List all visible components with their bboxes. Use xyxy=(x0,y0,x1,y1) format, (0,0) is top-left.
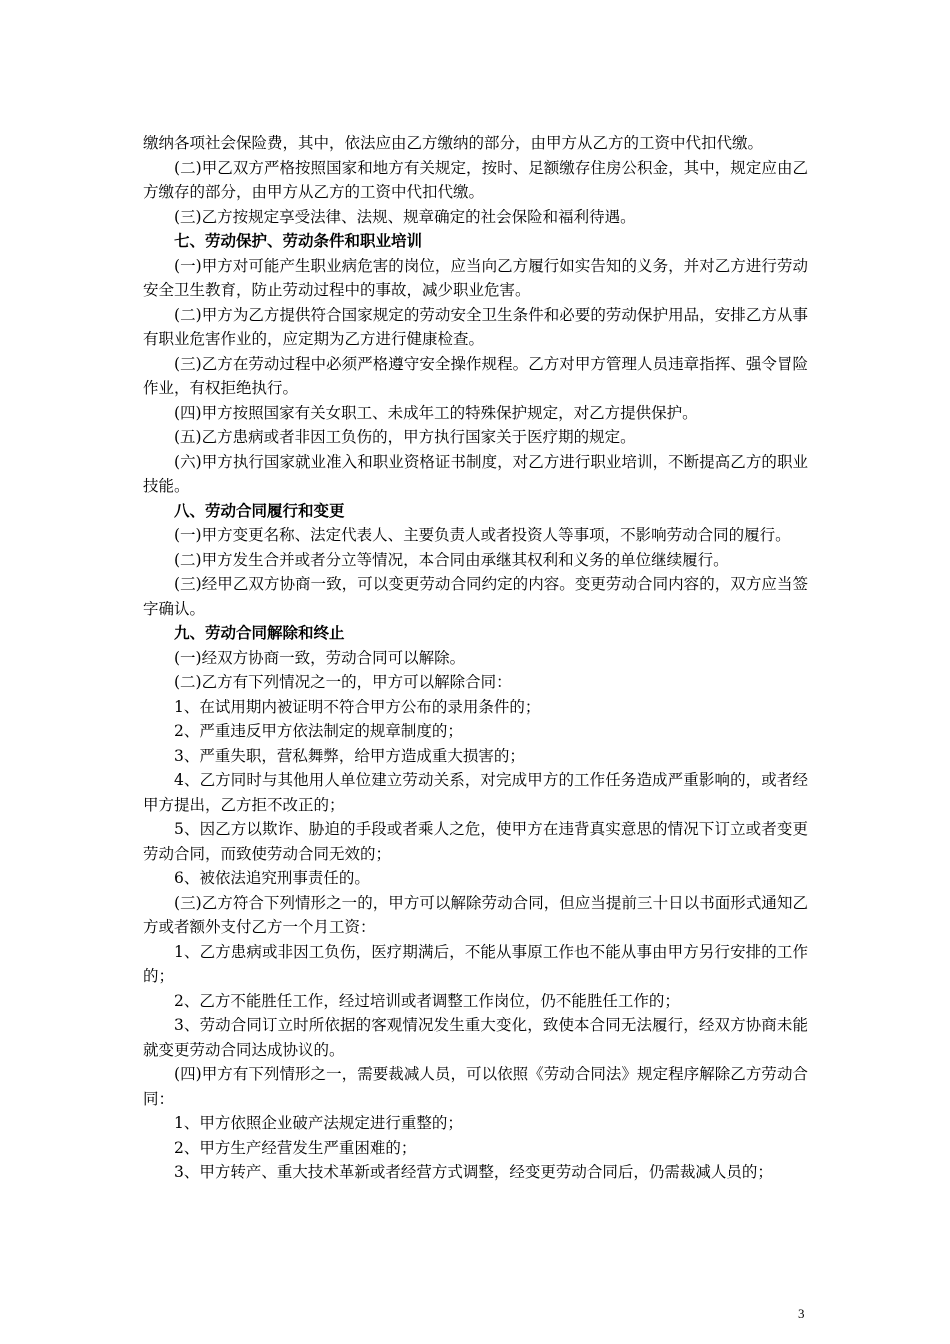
body-paragraph: 1、在试用期内被证明不符合甲方公布的录用条件的； xyxy=(174,697,541,716)
body-paragraph: 4、乙方同时与其他用人单位建立劳动关系，对完成甲方的工作任务造成严重影响的，或者经甲方提出，乙方拒不改正的； xyxy=(143,771,808,814)
body-paragraph: 1、乙方患病或非因工负伤，医疗期满后，不能从事原工作也不能从事由甲方另行安排的工作的； xyxy=(143,942,808,985)
body-paragraph: (五)乙方患病或者非因工负伤的，甲方执行国家关于医疗期的规定。 xyxy=(174,428,636,446)
body-paragraph: (二)甲方为乙方提供符合国家规定的劳动安全卫生条件和必要的劳动保护用品，安排乙方从事有职业危害作业的，应定期为乙方进行健康检查。 xyxy=(143,305,808,348)
body-paragraph: 3、严重失职，营私舞弊，给甲方造成重大损害的； xyxy=(174,746,525,765)
document-body xyxy=(143,131,808,1185)
body-paragraph: 5、因乙方以欺诈、胁迫的手段或者乘人之危，使甲方在违背真实意思的情况下订立或者变更劳动合同，而致使劳动合同无效的； xyxy=(143,820,808,863)
body-paragraph: 6、被依法追究刑事责任的。 xyxy=(174,869,370,887)
body-paragraph: (三)乙方符合下列情形之一的，甲方可以解除劳动合同，但应当提前三十日以书面形式通知乙方或者额外支付乙方一个月工资： xyxy=(143,893,808,936)
body-paragraph: 3、甲方转产、重大技术革新或者经营方式调整，经变更劳动合同后，仍需裁减人员的； xyxy=(174,1163,773,1181)
body-paragraph: (四)甲方按照国家有关女职工、未成年工的特殊保护规定，对乙方提供保护。 xyxy=(174,403,698,422)
body-paragraph: (二)甲方发生合并或者分立等情况，本合同由承继其权利和义务的单位继续履行。 xyxy=(174,550,729,569)
body-paragraph: 3、劳动合同订立时所依据的客观情况发生重大变化，致使本合同无法履行，经双方协商未能就变更劳动合同达成协议的。 xyxy=(143,1016,808,1059)
body-paragraph: (三)乙方按规定享受法律、法规、规章确定的社会保险和福利待遇。 xyxy=(174,207,636,226)
body-paragraph: 2、乙方不能胜任工作，经过培训或者调整工作岗位，仍不能胜任工作的； xyxy=(174,991,680,1010)
body-paragraph: (六)甲方执行国家就业准入和职业资格证书制度，对乙方进行职业培训，不断提高乙方的职业技能。 xyxy=(143,452,808,495)
body-paragraph: 2、甲方生产经营发生严重困难的； xyxy=(174,1138,417,1157)
page-number: 3 xyxy=(798,1306,805,1321)
section-heading: 九、劳动合同解除和终止 xyxy=(174,623,345,642)
section-heading: 八、劳动合同履行和变更 xyxy=(174,500,345,520)
body-paragraph: (三)经甲乙双方协商一致，可以变更劳动合同约定的内容。变更劳动合同内容的，双方应当签字确认。 xyxy=(143,575,808,618)
body-paragraph: (一)经双方协商一致，劳动合同可以解除。 xyxy=(174,648,466,667)
body-paragraph: (三)乙方在劳动过程中必须严格遵守安全操作规程。乙方对甲方管理人员违章指挥、强令冒险作业，有权拒绝执行。 xyxy=(143,354,808,397)
body-paragraph: (一)甲方变更名称、法定代表人、主要负责人或者投资人等事项，不影响劳动合同的履行。 xyxy=(174,526,791,544)
body-paragraph: 2、严重违反甲方依法制定的规章制度的； xyxy=(174,722,463,740)
body-paragraph: (二)甲乙双方严格按照国家和地方有关规定，按时、足额缴存住房公积金，其中，规定应由乙方缴存的部分，由甲方从乙方的工资中代扣代缴。 xyxy=(143,158,808,201)
body-paragraph: (四)甲方有下列情形之一，需要裁减人员，可以依照《劳动合同法》规定程序解除乙方劳动合同： xyxy=(143,1065,808,1108)
body-paragraph: (一)甲方对可能产生职业病危害的岗位，应当向乙方履行如实告知的义务，并对乙方进行劳动安全卫生教育，防止劳动过程中的事故，减少职业危害。 xyxy=(143,256,808,299)
body-paragraph: 1、甲方依照企业破产法规定进行重整的； xyxy=(174,1114,463,1132)
body-paragraph: 缴纳各项社会保险费，其中，依法应由乙方缴纳的部分，由甲方从乙方的工资中代扣代缴。 xyxy=(143,134,764,152)
body-paragraph: (二)乙方有下列情况之一的，甲方可以解除合同： xyxy=(174,673,512,691)
section-heading: 七、劳动保护、劳动条件和职业培训 xyxy=(174,231,423,250)
